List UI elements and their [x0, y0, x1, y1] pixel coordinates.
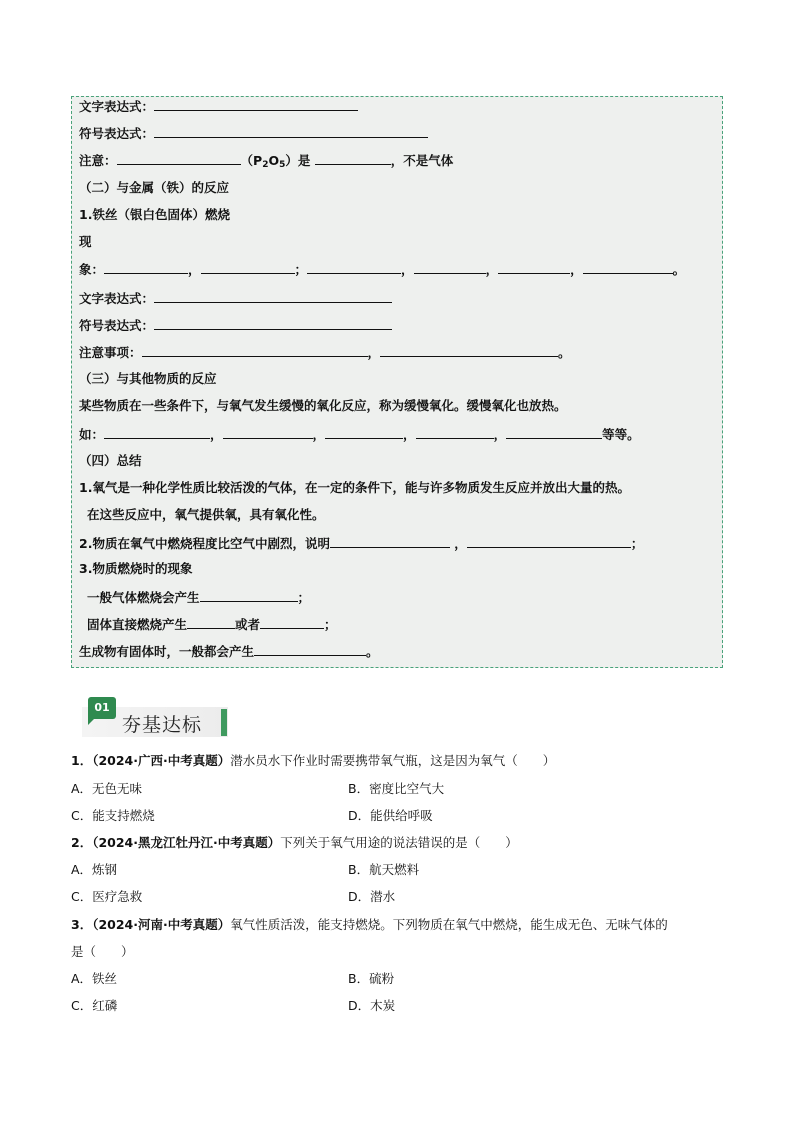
- question-stem: 氧气性质活泼，能支持燃烧。下列物质在氧气中燃烧，能生成无色、无味气体的: [230, 917, 668, 932]
- gas-burn-text: 一般气体燃烧会产生: [87, 590, 200, 605]
- solid-product-text: 生成物有固体时，一般都会产生: [79, 644, 255, 659]
- q1-option-b[interactable]: B．密度比空气大: [348, 781, 445, 796]
- summary-2-blank-2[interactable]: [467, 535, 631, 548]
- solid-product-blank[interactable]: [254, 643, 366, 656]
- q1-option-a[interactable]: A．无色无味: [71, 781, 143, 796]
- section-4-heading: （四）总结: [79, 453, 142, 468]
- etc-text: 等等。: [602, 427, 640, 442]
- such-as-blank-2[interactable]: [223, 426, 313, 439]
- summary-2-blank-1[interactable]: [330, 535, 450, 548]
- symbol-equation-label: 符号表达式：: [79, 126, 155, 141]
- q3-option-c[interactable]: C．红磷: [71, 998, 118, 1013]
- question-2: [71, 835, 518, 851]
- q3-option-a[interactable]: A．铁丝: [71, 971, 118, 986]
- phenomenon-blank-6[interactable]: [583, 261, 673, 274]
- such-as-label: 如：: [79, 427, 105, 442]
- gas-burn-blank[interactable]: [200, 589, 298, 602]
- phenomenon-blank-3[interactable]: [307, 261, 401, 274]
- phenomenon-label-2: 象：: [79, 262, 105, 277]
- solid-burn-text: 固体直接燃烧产生: [87, 617, 188, 632]
- such-as-blank-5[interactable]: [506, 426, 602, 439]
- phenomenon-blank-1[interactable]: [104, 261, 188, 274]
- solid-burn-blank-1[interactable]: [187, 616, 235, 629]
- summary-3: 3.物质燃烧时的现象: [79, 561, 193, 576]
- q1-option-d[interactable]: D．能供给呼吸: [348, 808, 433, 823]
- q3-option-b[interactable]: B．硫粉: [348, 971, 395, 986]
- such-as-blank-4[interactable]: [416, 426, 494, 439]
- note-formula-o: O: [268, 153, 280, 168]
- q2-option-a[interactable]: A．炼钢: [71, 862, 118, 877]
- question-number: 2．: [71, 835, 93, 850]
- question-source: （2024·广西·中考真题）: [92, 753, 231, 768]
- word-equation-label: 文字表达式：: [79, 99, 155, 114]
- phenomenon-line: 象： ， ； ， ， ， 。: [79, 262, 686, 277]
- question-1: [71, 753, 555, 769]
- symbol-equation-2-label: 符号表达式：: [79, 318, 155, 333]
- summary-1b: 在这些反应中，氧气提供氧，具有氧化性。: [87, 507, 325, 522]
- question-stem: 潜水员水下作业时需要携带氧气瓶，这是因为氧气（ ）: [230, 753, 556, 768]
- symbol-equation-2-blank[interactable]: [154, 317, 392, 330]
- phenomenon-blank-5[interactable]: [498, 261, 570, 274]
- summary-2-text: 2.物质在氧气中燃烧程度比空气中剧烈，说明: [79, 536, 330, 551]
- note-2-line: 注意事项： ， 。: [79, 345, 571, 360]
- question-3-cont: 是（ ）: [71, 944, 134, 959]
- note-line: [79, 152, 453, 173]
- word-equation-2-label: 文字表达式：: [79, 291, 155, 306]
- symbol-equation-blank[interactable]: [154, 125, 428, 138]
- note-sub-2: 2: [262, 160, 269, 170]
- note-label: 注意：: [79, 153, 117, 168]
- word-equation-blank[interactable]: [154, 98, 358, 111]
- section-3-heading: （三）与其他物质的反应: [79, 371, 217, 386]
- note-blank-2[interactable]: [315, 152, 391, 165]
- badge-tail-icon: [88, 719, 94, 725]
- note-is: ）是: [285, 153, 311, 168]
- q1-option-c[interactable]: C．能支持燃烧: [71, 808, 155, 823]
- summary-2-line: 2.物质在氧气中燃烧程度比空气中剧烈，说明 ， ；: [79, 536, 644, 551]
- such-as-blank-3[interactable]: [325, 426, 403, 439]
- word-equation-2-blank[interactable]: [154, 290, 392, 303]
- phenomenon-label-1: 现: [79, 234, 92, 249]
- question-stem: 下列关于氧气用途的说法错误的是（ ）: [280, 835, 518, 850]
- note-2-blank-2[interactable]: [380, 344, 558, 357]
- such-as-line: 如： ， ， ， ， 等等。: [79, 427, 640, 442]
- question-3: [71, 917, 668, 933]
- solid-burn-blank-2[interactable]: [260, 616, 324, 629]
- word-equation-2-line: [79, 290, 392, 307]
- question-number: 1．: [71, 753, 93, 768]
- phenomenon-blank-2[interactable]: [201, 261, 295, 274]
- word-equation-line: [79, 98, 358, 115]
- gas-burn-line: 一般气体燃烧会产生 ；: [87, 590, 311, 605]
- note-formula-open: （P: [240, 153, 263, 168]
- q2-option-b[interactable]: B．航天燃料: [348, 862, 420, 877]
- question-source: （2024·黑龙江牡丹江·中考真题）: [92, 835, 281, 850]
- note-end: ，不是气体: [390, 153, 454, 168]
- q3-option-d[interactable]: D．木炭: [348, 998, 396, 1013]
- q2-option-c[interactable]: C．医疗急救: [71, 889, 143, 904]
- iron-title: 1.铁丝（银白色固体）燃烧: [79, 207, 230, 222]
- phenomenon-blank-4[interactable]: [414, 261, 486, 274]
- such-as-blank-1[interactable]: [104, 426, 210, 439]
- note-2-label: 注意事项：: [79, 345, 142, 360]
- section-title: 夯基达标: [122, 714, 203, 736]
- symbol-equation-2-line: [79, 317, 392, 334]
- section-number-badge: 01: [88, 697, 116, 719]
- symbol-equation-line: [79, 125, 428, 142]
- or-word: 或者: [235, 617, 261, 632]
- note-2-blank-1[interactable]: [142, 344, 368, 357]
- question-source: （2024·河南·中考真题）: [92, 917, 231, 932]
- section-accent-bar: [221, 709, 227, 736]
- solid-burn-line: 固体直接燃烧产生 或者 ；: [87, 617, 337, 632]
- solid-product-line: 生成物有固体时，一般都会产生 。: [79, 644, 379, 659]
- slow-oxidation-text: 某些物质在一些条件下，与氧气发生缓慢的氧化反应，称为缓慢氧化。缓慢氧化也放热。: [79, 398, 567, 413]
- note-sub-5: 5: [279, 160, 286, 170]
- summary-1: 1.氧气是一种化学性质比较活泼的气体，在一定的条件下，能与许多物质发生反应并放出大量的热。: [79, 480, 630, 495]
- question-number: 3．: [71, 917, 93, 932]
- note-blank-1[interactable]: [117, 152, 241, 165]
- q2-option-d[interactable]: D．潜水: [348, 889, 396, 904]
- section-2-heading: （二）与金属（铁）的反应: [79, 180, 230, 195]
